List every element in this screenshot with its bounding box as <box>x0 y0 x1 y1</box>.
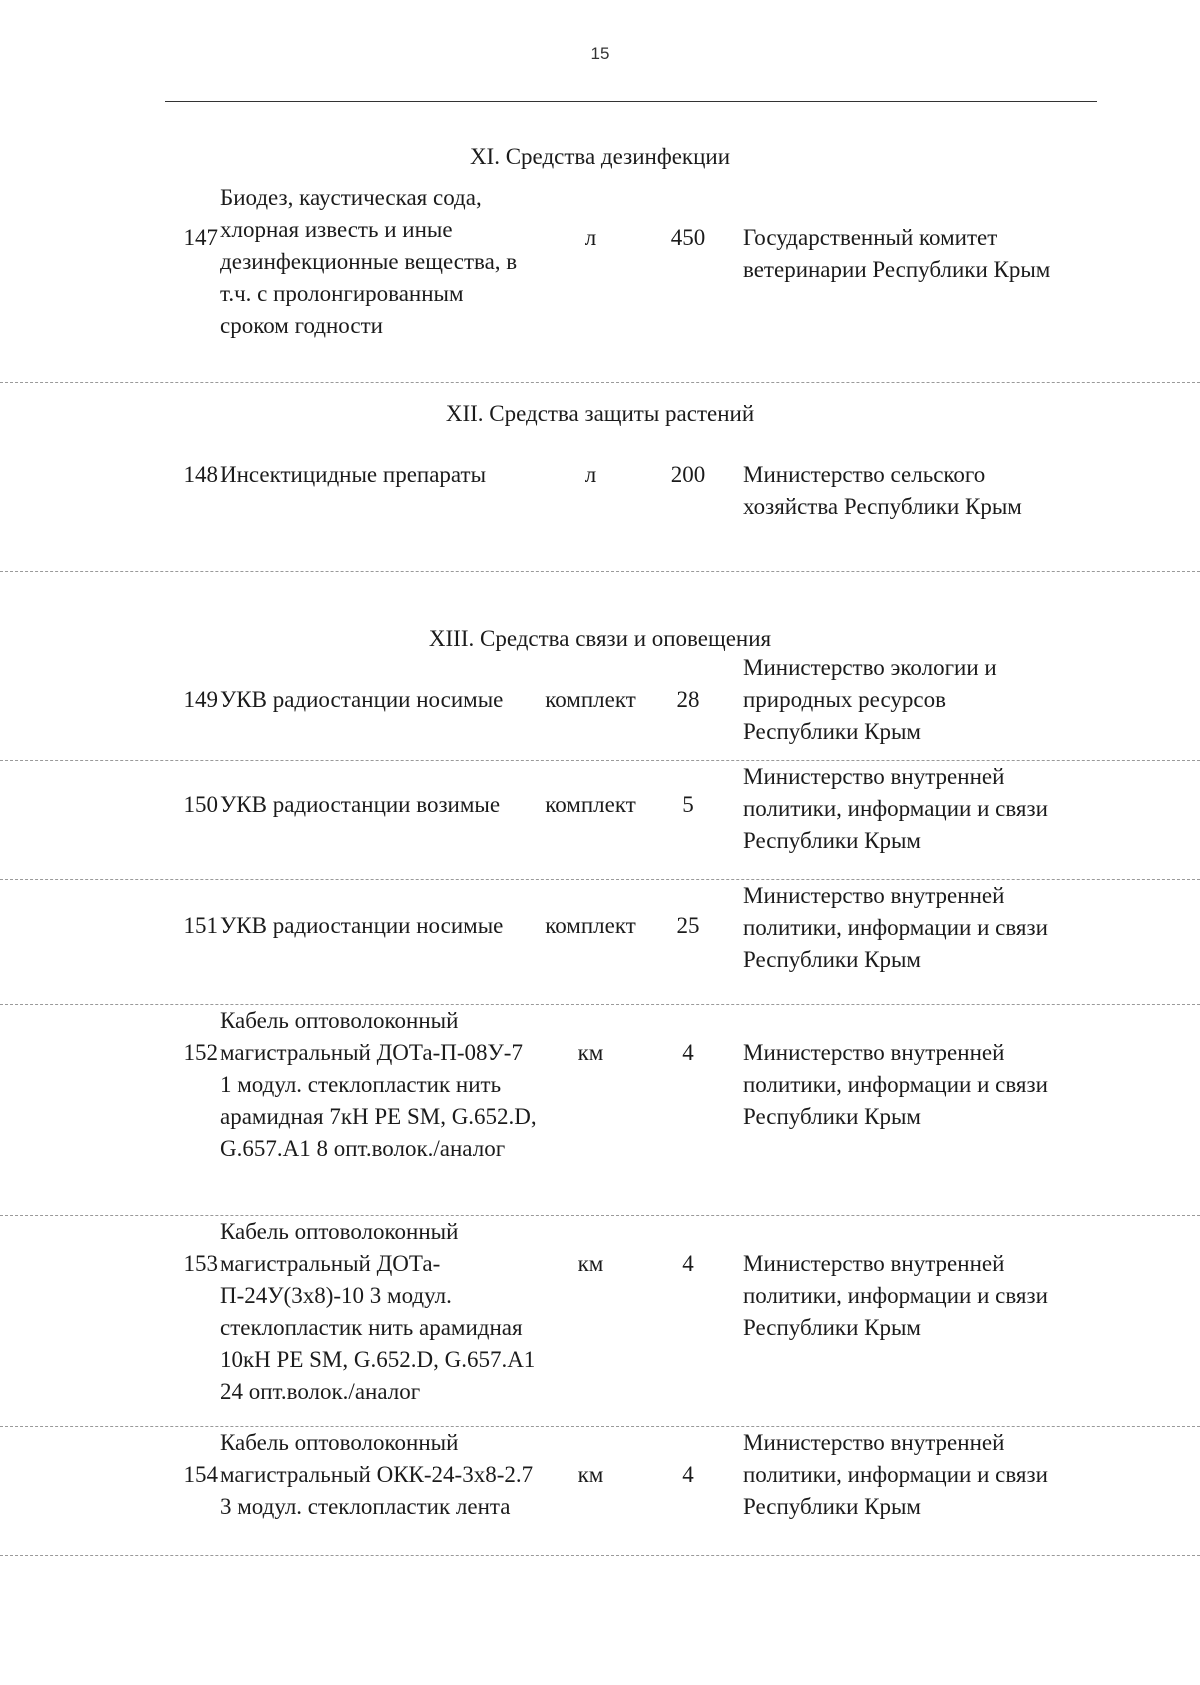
page-number: 15 <box>590 44 610 63</box>
item-name: Биодез, каустическая сода, хлорная известь и иные дезинфекционные вещества, в т.ч. с пролонгированным сроком годности <box>220 185 518 338</box>
item-unit: км <box>577 1462 604 1487</box>
section-title: XIII. Средства связи и оповещения <box>428 626 772 651</box>
section-title: XI. Средства дезинфекции <box>469 144 731 169</box>
item-unit: л <box>584 225 597 250</box>
item-name: Кабель оптоволоконный магистральный ДОТа-П-24У(3х8)-10 3 модул. стеклопластик нить арамидная 10кН PE SM, G.652.D, G.657.A1 24 опт.волок./аналог <box>220 1219 536 1404</box>
row-number: 150 <box>183 792 218 817</box>
responsible-org: Министерство внутренней политики, информации и связи Республики Крым <box>743 1251 1048 1340</box>
document-body <box>0 110 1200 1556</box>
row-number: 149 <box>183 687 218 712</box>
table-row <box>0 761 1200 880</box>
item-unit: комплект <box>545 913 636 938</box>
table-row <box>0 1427 1200 1556</box>
item-quantity: 28 <box>676 687 700 712</box>
table-row <box>0 459 1200 572</box>
responsible-org: Министерство внутренней политики, информации и связи Республики Крым <box>743 1040 1048 1129</box>
item-unit: комплект <box>545 792 636 817</box>
section-title: XII. Средства защиты растений <box>445 401 755 426</box>
row-number: 151 <box>183 913 218 938</box>
item-name: Кабель оптоволоконный магистральный ДОТа-П-08У-7 1 модул. стеклопластик нить арамидная 7кН PE SM, G.652.D, G.657.A1 8 опт.волок./аналог <box>220 1008 537 1161</box>
row-number: 152 <box>183 1040 218 1065</box>
item-unit: л <box>584 462 597 487</box>
responsible-org: Министерство внутренней политики, информации и связи Республики Крым <box>743 764 1048 853</box>
item-quantity: 5 <box>682 792 694 817</box>
section-heading <box>0 110 1200 182</box>
row-number: 153 <box>183 1251 218 1276</box>
table-row <box>0 655 1200 761</box>
row-number: 148 <box>183 462 218 487</box>
item-name: УКВ радиостанции возимые <box>220 792 501 817</box>
table-row <box>0 182 1200 383</box>
table-row <box>0 880 1200 1005</box>
item-quantity: 25 <box>676 913 700 938</box>
item-unit: км <box>577 1251 604 1276</box>
row-number: 147 <box>183 225 218 250</box>
item-quantity: 200 <box>670 462 706 487</box>
section-heading <box>0 383 1200 459</box>
table-row <box>0 1216 1200 1427</box>
table-row <box>0 1005 1200 1216</box>
responsible-org: Министерство внутренней политики, информации и связи Республики Крым <box>743 883 1048 972</box>
item-name: УКВ радиостанции носимые <box>220 687 504 712</box>
responsible-org: Министерство внутренней политики, информации и связи Республики Крым <box>743 1430 1048 1519</box>
responsible-org: Министерство экологии и природных ресурсов Республики Крым <box>743 655 997 744</box>
header-rule <box>165 101 1097 102</box>
item-unit: комплект <box>545 687 636 712</box>
item-name: УКВ радиостанции носимые <box>220 913 504 938</box>
responsible-org: Государственный комитет ветеринарии Республики Крым <box>743 225 1051 282</box>
item-quantity: 450 <box>670 225 706 250</box>
section-heading <box>0 572 1200 660</box>
item-unit: км <box>577 1040 604 1065</box>
item-quantity: 4 <box>682 1040 694 1065</box>
item-name: Кабель оптоволоконный магистральный ОКК-24-3х8-2.7 3 модул. стеклопластик лента <box>220 1430 534 1519</box>
item-quantity: 4 <box>682 1251 694 1276</box>
item-name: Инсектицидные препараты <box>220 462 487 487</box>
row-number: 154 <box>183 1462 218 1487</box>
responsible-org: Министерство сельского хозяйства Республики Крым <box>743 462 1022 519</box>
item-quantity: 4 <box>682 1462 694 1487</box>
